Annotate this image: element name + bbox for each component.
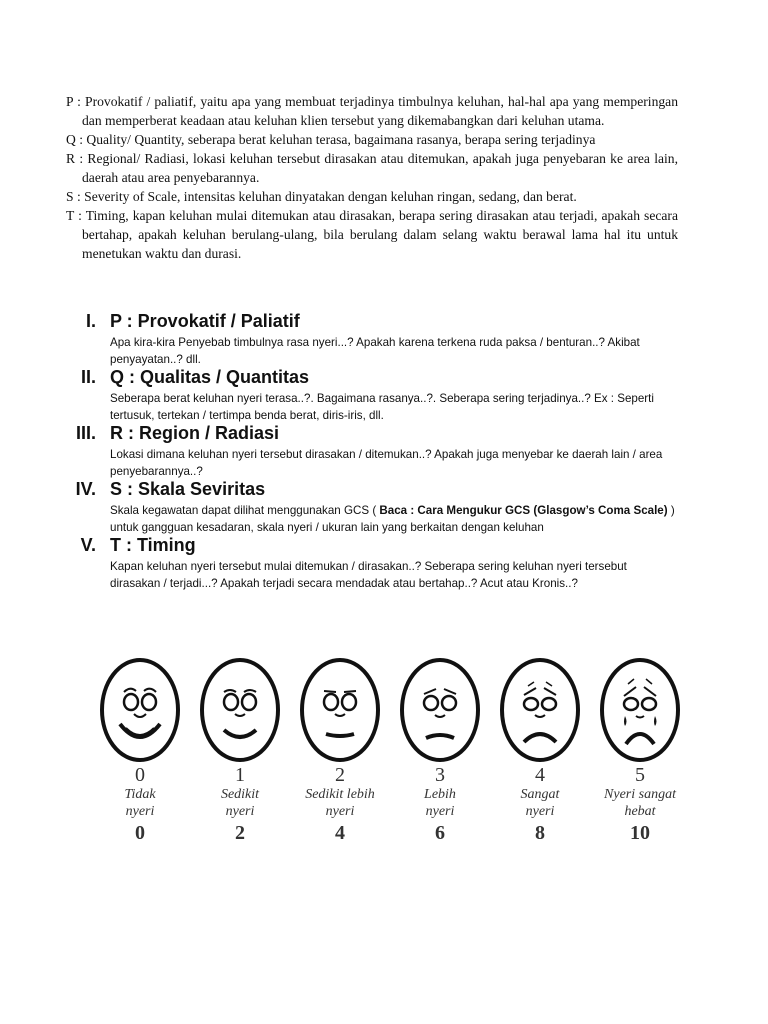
section-title: R : Region / Radiasi [110, 423, 280, 443]
intro-p: P : Provokatif / paliatif, yaitu apa yang membuat terjadinya timbulnya keluhan, hal-hal apa yang memperingan dan memperberat keadaan atau keluhan klien tersebut yang dikemabangkan dari keluhan utama. [66, 94, 678, 128]
section-title: P : Provokatif / Paliatif [110, 311, 300, 331]
face-number: 3 [435, 764, 445, 786]
face-description: nyeri [125, 804, 155, 819]
section-number: I. [85, 311, 96, 331]
pain-face-scale [96, 648, 686, 858]
face-description: Nyeri sangat [604, 787, 676, 802]
face-number: 5 [635, 764, 645, 786]
face-description: nyeri [225, 804, 255, 819]
scale-label [285, 764, 395, 844]
smiling-face-icon [198, 654, 282, 766]
section-body: Kapan keluhan nyeri tersebut mulai ditemukan / dirasakan..? Seberapa sering keluhan nyeri tersebut dirasakan / terjadi...? Apakah terjadi secara mendadak atau bertahap..? Acut atau Kronis..? [110, 560, 627, 590]
section-number: III. [75, 423, 96, 443]
section-number: V. [80, 535, 96, 555]
pain-score: 0 [135, 822, 145, 844]
section-title: Q : Qualitas / Quantitas [110, 367, 310, 387]
face-description: nyeri [525, 804, 555, 819]
face-number: 4 [535, 764, 545, 786]
intro-t: T : Timing, kapan keluhan mulai ditemukan atau dirasakan, berapa sering dirasakan atau terjadi, apakah secara bertahap, apakah keluhan berulang-ulang, bila berulang dalam selang waktu berawal lama hal itu untuk menetukan waktu dan durasi. [66, 208, 678, 261]
face-description: nyeri [325, 804, 355, 819]
scale-label [585, 764, 695, 844]
pain-score: 8 [535, 822, 545, 844]
scale-label [85, 764, 195, 844]
section-body: Lokasi dimana keluhan nyeri tersebut dirasakan / ditemukan..? Apakah juga menyebar ke daerah lain / area penyebarannya..? [110, 448, 663, 478]
section-body: Apa kira-kira Penyebab timbulnya rasa nyeri...? Apakah karena terkena ruda paksa / benturan..? Akibat penyayatan..? dll. [110, 336, 640, 366]
face-description: nyeri [425, 804, 455, 819]
face-description: hebat [624, 804, 656, 819]
face-number: 0 [135, 764, 145, 786]
section-body-text: Skala kegawatan dapat dilihat menggunakan GCS ( [110, 504, 380, 517]
laughing-face-icon [98, 654, 182, 766]
intro-q: Q : Quality/ Quantity, seberapa berat keluhan terasa, bagaimana rasanya, berapa sering terjadinya [66, 132, 596, 147]
face-number: 2 [335, 764, 345, 786]
section-body: Seberapa berat keluhan nyeri terasa..?. Bagaimana rasanya..?. Seberapa sering terjadinya..? Ex : Seperti tertusuk, tertekan / tertimpa benda berat, diris-iris, dll. [110, 392, 654, 422]
pain-score: 4 [335, 822, 345, 844]
scale-label [485, 764, 595, 844]
section-number: II. [80, 367, 96, 387]
pain-score: 2 [235, 822, 245, 844]
face-description: Sangat [520, 787, 560, 802]
neutral-face-icon [298, 654, 382, 766]
scale-label [185, 764, 295, 844]
section-body [110, 502, 676, 536]
scale-label [385, 764, 495, 844]
face-number: 1 [235, 764, 245, 786]
section-body-text: ) untuk gangguan kesadaran, skala nyeri / ukuran lain yang berkaitan dengan keluhan [110, 504, 675, 534]
intro-s: S : Severity of Scale, intensitas keluhan dinyatakan dengan keluhan ringan, sedang, dan berat. [66, 189, 577, 204]
face-description: Lebih [424, 787, 456, 802]
crying-face-icon [598, 654, 682, 766]
face-description: Tidak [124, 787, 156, 802]
section-title: T : Timing [110, 535, 196, 555]
pqrst-intro [66, 92, 678, 263]
face-description: Sedikit [220, 787, 260, 802]
pain-score: 6 [435, 822, 445, 844]
gcs-link[interactable]: Baca : Cara Mengukur GCS (Glasgow’s Coma Scale) [379, 504, 668, 517]
face-description: Sedikit lebih [305, 787, 375, 802]
section-number: IV. [75, 479, 96, 499]
intro-r: R : Regional/ Radiasi, lokasi keluhan tersebut dirasakan atau ditemukan, apakah juga penyebaran ke area lain, daerah atau area penyebarannya. [66, 151, 678, 185]
section-title: S : Skala Seviritas [110, 479, 266, 499]
frowning-face-icon [398, 654, 482, 766]
sad-face-icon [498, 654, 582, 766]
pain-score: 10 [630, 822, 650, 844]
